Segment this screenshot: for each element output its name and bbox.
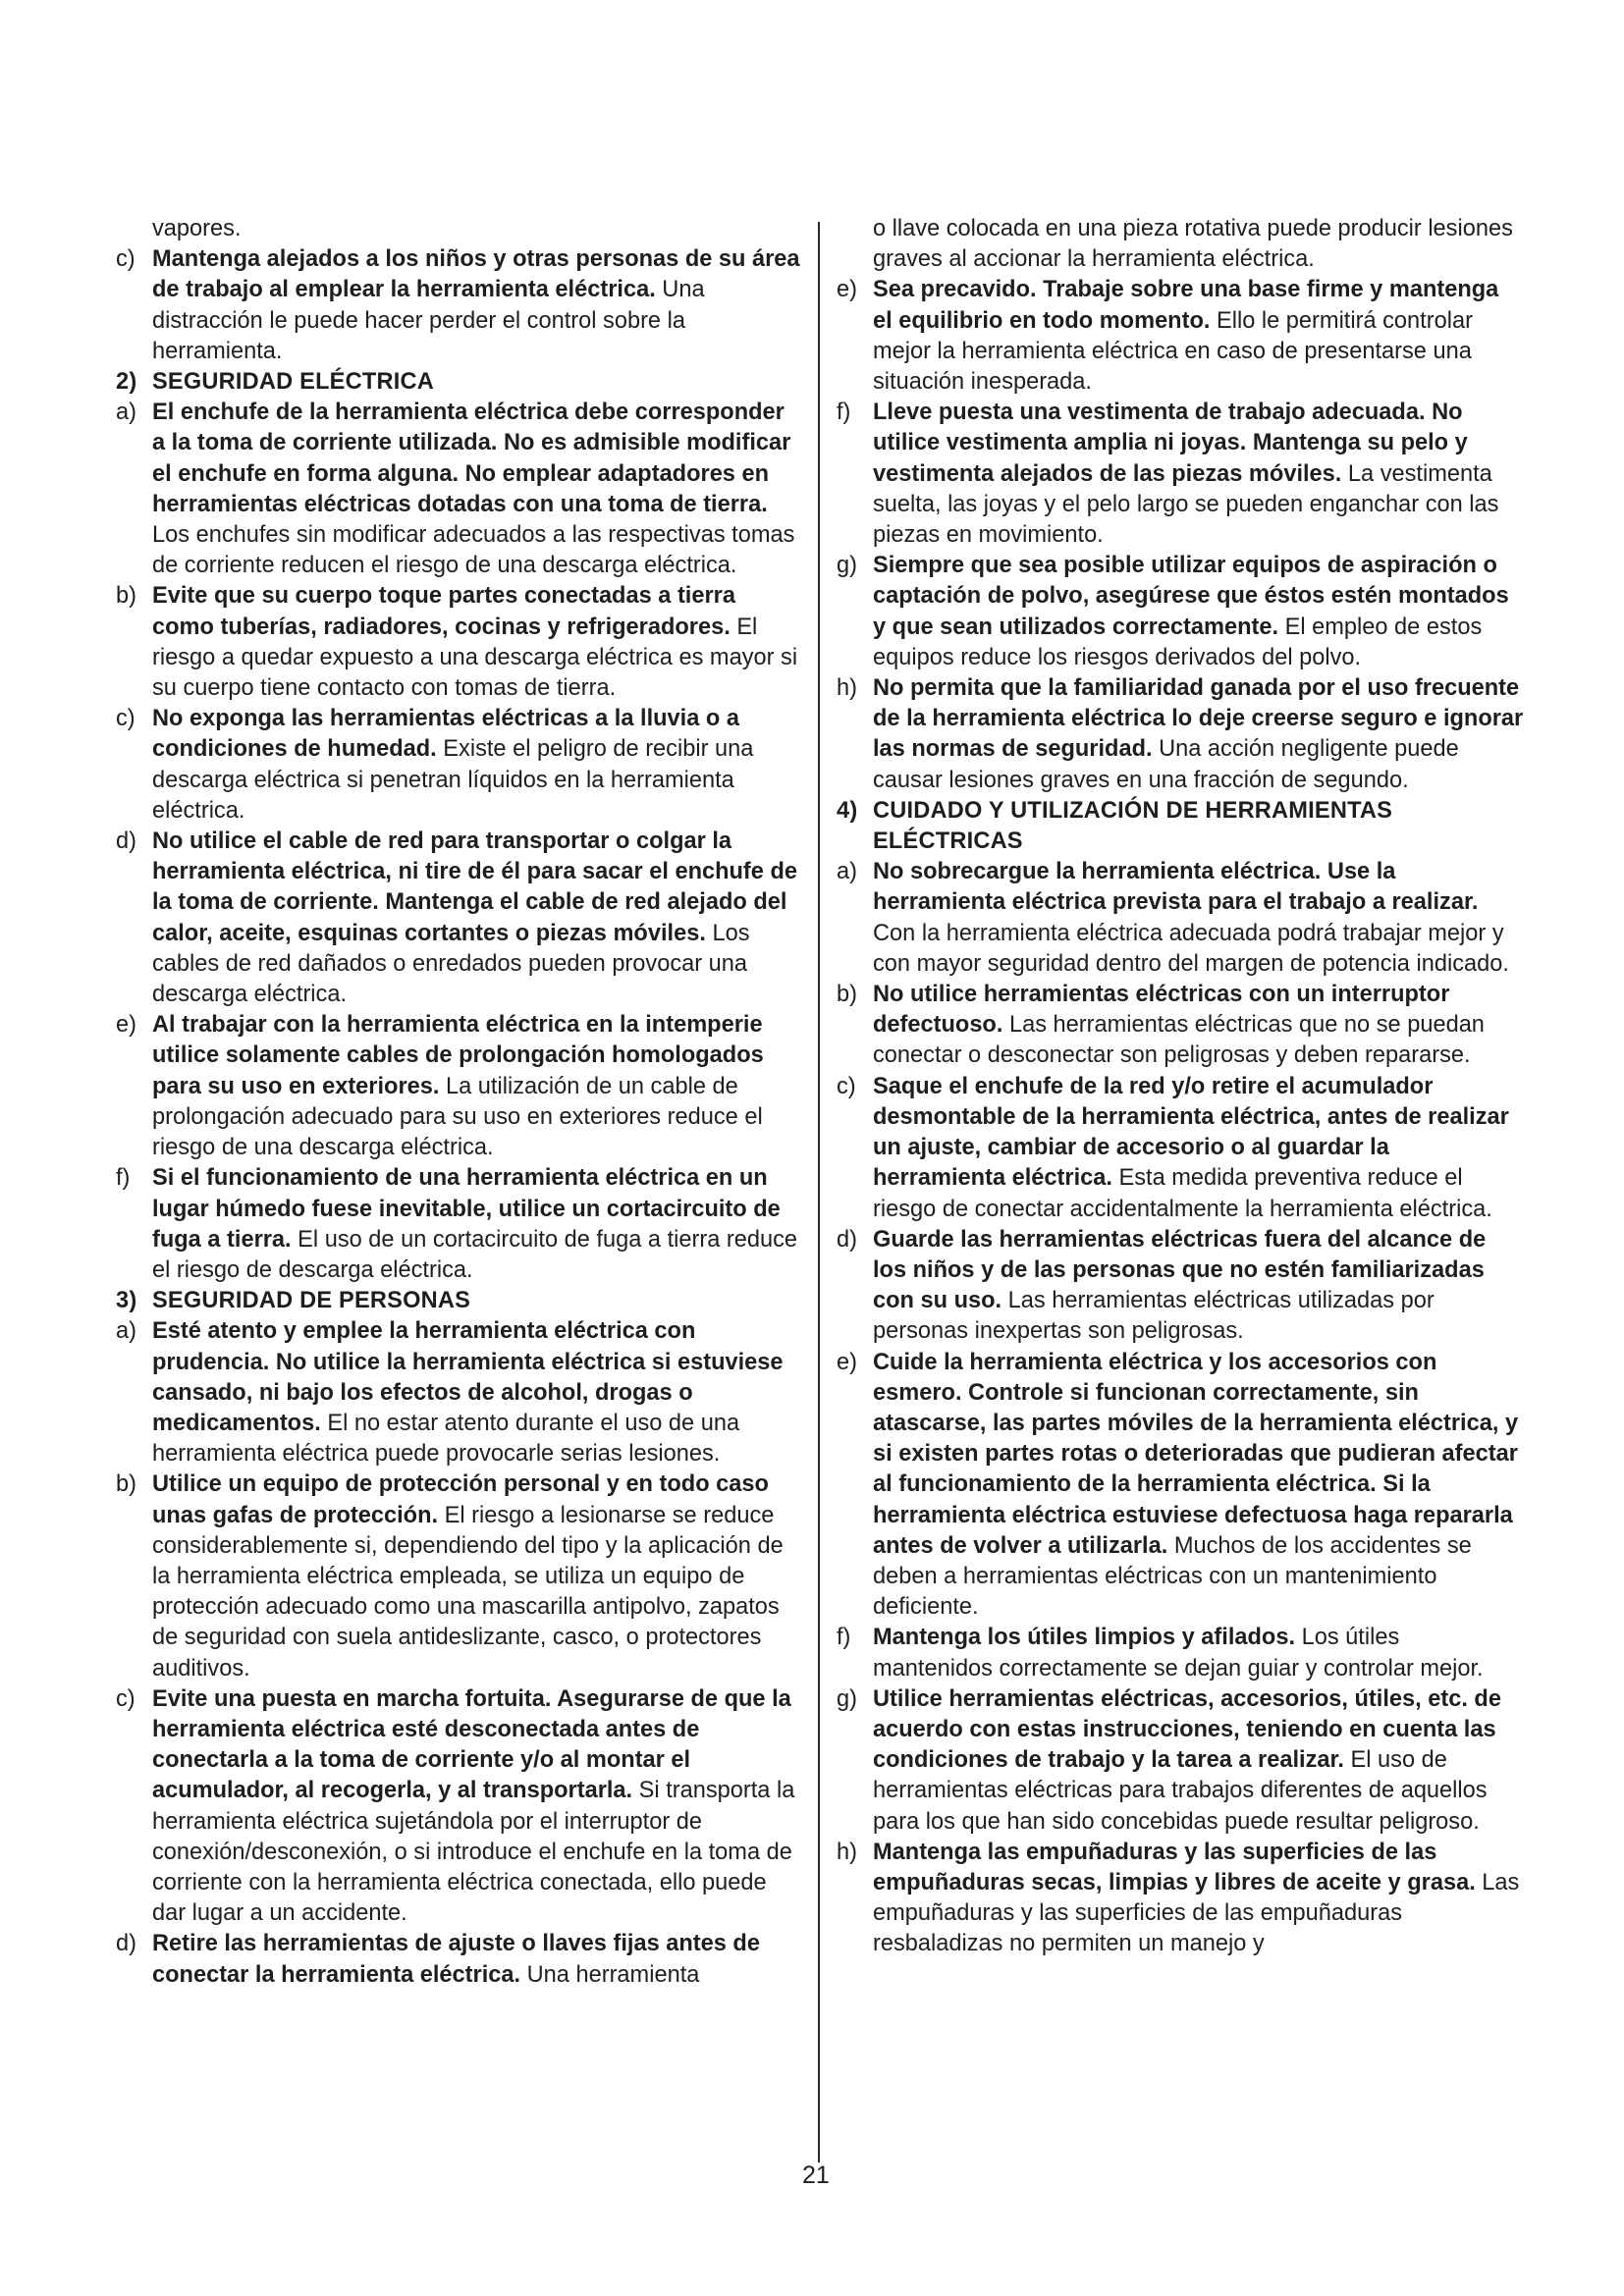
list-item <box>837 1684 1524 1838</box>
item-bold-text: No utilice el cable de red para transportar o colgar la herramienta eléctrica, ni tire de él para sacar el enchufe de la toma de corriente. Mantenga el cable de red alejado del calor, aceite, esquinas cortantes o piezas móviles. <box>152 828 797 946</box>
page-number: 21 <box>802 2162 830 2189</box>
item-text: Esta medida preventiva reduce el riesgo de conectar accidentalmente la herramienta eléctrica. <box>873 1165 1492 1222</box>
list-item <box>116 1929 803 1990</box>
item-bold-text: No permita que la familiaridad ganada por el uso frecuente de la herramienta eléctrica lo deje creerse seguro e ignorar las normas de seguridad. <box>873 675 1524 763</box>
item-label: c) <box>116 706 135 732</box>
list-item <box>116 1010 803 1163</box>
list-item <box>116 581 803 704</box>
list-item <box>837 1838 1524 1960</box>
item-body <box>873 1348 1524 1624</box>
item-bold-text: Al trabajar con la herramienta eléctrica en la intemperie utilice solamente cables de prolongación homologados para su uso en exteriores. <box>152 1012 764 1099</box>
item-body <box>152 704 803 827</box>
item-text: Una distracción le puede hacer perder el control sobre la herramienta. <box>152 277 705 364</box>
column-divider <box>818 222 820 2163</box>
item-bold-text: Evite una puesta en marcha fortuita. Asegurarse de que la herramienta eléctrica esté desconectada antes de conectarla a la toma de corriente y/o al montar el acumulador, al recogerla, y al transportarla. <box>152 1685 791 1804</box>
list-item <box>116 827 803 1010</box>
list-item <box>116 1469 803 1683</box>
item-bold-text: Esté atento y emplee la herramienta eléctrica con prudencia. No utilice la herramienta eléctrica si estuviese cansado, ni bajo los efectos de alcohol, drogas o medicamentos. <box>152 1318 784 1436</box>
item-bold-text: Mantenga las empuñaduras y las superficies de las empuñaduras secas, limpias y libres de aceite y grasa. <box>873 1839 1476 1896</box>
section-number: 4) <box>837 797 858 824</box>
item-bold-text: No exponga las herramientas eléctricas a la lluvia o a condiciones de humedad. <box>152 706 739 763</box>
item-text: Los cables de red dañados o enredados pueden provocar una descarga eléctrica. <box>152 920 750 1008</box>
item-body <box>873 673 1524 796</box>
left-column <box>116 214 803 1991</box>
list-item <box>837 275 1524 398</box>
item-label: a) <box>116 400 136 426</box>
item-label: b) <box>116 583 136 610</box>
item-text: Si transporta la herramienta eléctrica sujetándola por el interruptor de conexión/desconexión, o si introduce el enchufe en la toma de corriente con la herramienta eléctrica conectada, ello puede dar lugar a un accidente. <box>152 1778 795 1927</box>
item-text: Ello le permitirá controlar mejor la herramienta eléctrica en caso de presentarse una situación inesperada. <box>873 307 1473 396</box>
item-label: c) <box>116 1685 135 1712</box>
item-text: Los útiles mantenidos correctamente se dejan guiar y controlar mejor. <box>873 1625 1484 1682</box>
item-text: El riesgo a lesionarse se reduce considerablemente si, dependiendo del tipo y la aplicación de la herramienta eléctrica empleada, se utiliza un equipo de protección adecuado como una mascarilla antipolvo, zapatos de seguridad con suela antideslizante, casco, o protectores auditivos. <box>152 1502 784 1682</box>
list-item <box>837 980 1524 1072</box>
section-heading-electrical-safety <box>116 367 803 398</box>
item-text: El no estar atento durante el uso de una herramienta eléctrica puede provocarle serias lesiones. <box>152 1410 740 1468</box>
section-title: SEGURIDAD DE PERSONAS <box>152 1288 471 1314</box>
item-body <box>873 551 1524 673</box>
list-item <box>116 398 803 581</box>
section-title: SEGURIDAD ELÉCTRICA <box>152 369 434 396</box>
item-text: Las herramientas eléctricas que no se puedan conectar o desconectar son peligrosas y deben repararse. <box>873 1012 1485 1069</box>
item-text: Existe el peligro de recibir una descarga eléctrica si penetran líquidos en la herramienta eléctrica. <box>152 736 754 824</box>
item-label: g) <box>837 1685 857 1712</box>
section-number: 3) <box>116 1288 137 1314</box>
item-body <box>152 398 803 581</box>
item-text: Las herramientas eléctricas utilizadas por personas inexpertas son peligrosas. <box>873 1288 1435 1345</box>
item-body <box>152 581 803 704</box>
item-body <box>873 980 1524 1072</box>
item-body <box>873 857 1524 980</box>
list-item <box>116 1684 803 1930</box>
item-bold-text: Retire las herramientas de ajuste o llaves fijas antes de conectar la herramienta eléctrica. <box>152 1931 760 1988</box>
item-bold-text: Evite que su cuerpo toque partes conectadas a tierra como tuberías, radiadores, cocinas y refrigeradores. <box>152 583 735 640</box>
item-bold-text: No utilice herramientas eléctricas con un interruptor defectuoso. <box>873 982 1450 1039</box>
item-body <box>152 1316 803 1469</box>
list-item <box>116 244 803 367</box>
item-bold-text: Saque el enchufe de la red y/o retire el acumulador desmontable de la herramienta eléctrica, antes de realizar un ajuste, cambiar de accesorio o al guardar la herramienta eléctrica. <box>873 1073 1509 1192</box>
item-body <box>152 244 803 367</box>
item-body <box>152 1469 803 1683</box>
item-text: Una acción negligente puede causar lesiones graves en una fracción de segundo. <box>873 736 1459 793</box>
item-bold-text: No sobrecargue la herramienta eléctrica. Use la herramienta eléctrica prevista para el trabajo a realizar. <box>873 859 1479 916</box>
item-text: El empleo de estos equipos reduce los riesgos derivados del polvo. <box>873 614 1483 670</box>
list-item <box>116 1316 803 1469</box>
section-number: 2) <box>116 369 137 396</box>
item-label: g) <box>837 553 857 579</box>
item-label: e) <box>116 1012 136 1039</box>
item-text: Una herramienta <box>520 1961 700 1988</box>
item-text: El riesgo a quedar expuesto a una descarga eléctrica es mayor si su cuerpo tiene contacto con tomas de tierra. <box>152 614 798 702</box>
continued-text: vapores. <box>152 216 242 241</box>
item-text: La vestimenta suelta, las joyas y el pelo largo se pueden enganchar con las piezas en movimiento. <box>873 460 1499 549</box>
item-body <box>873 1684 1524 1838</box>
item-bold-text: Lleve puesta una vestimenta de trabajo adecuada. No utilice vestimenta amplia ni joyas. Mantenga su pelo y vestimenta alejados de las piezas móviles. <box>873 400 1468 487</box>
item-body <box>873 1838 1524 1960</box>
item-body <box>873 275 1524 398</box>
item-text: Las empuñaduras y las superficies de las empuñaduras resbaladizas no permiten un manejo y <box>873 1869 1520 1957</box>
item-label: f) <box>837 1625 851 1651</box>
item-body <box>873 398 1524 551</box>
item-bold-text: Guarde las herramientas eléctricas fuera del alcance de los niños y de las personas que no estén familiarizadas con su uso. <box>873 1226 1487 1314</box>
item-label: f) <box>837 400 851 426</box>
section-heading-tool-care <box>837 796 1524 857</box>
list-item <box>837 1623 1524 1683</box>
item-label: h) <box>837 675 857 702</box>
list-item <box>837 551 1524 673</box>
item-label: h) <box>837 1839 857 1865</box>
list-item <box>116 704 803 827</box>
item-text: La utilización de un cable de prolongación adecuado para su uso en exteriores reduce el riesgo de una descarga eléctrica. <box>152 1073 763 1161</box>
item-label: d) <box>116 1931 136 1957</box>
list-item <box>837 1348 1524 1624</box>
continued-text: o llave colocada en una pieza rotativa puede producir lesiones graves al accionar la herramienta eléctrica. <box>873 216 1513 273</box>
item-body <box>152 1010 803 1163</box>
item-label: f) <box>116 1165 131 1192</box>
item-body <box>152 1684 803 1930</box>
item-body <box>152 1929 803 1990</box>
item-text: El uso de herramientas eléctricas para trabajos diferentes de aquellos para los que han sido concebidas puede resultar peligroso. <box>873 1747 1488 1835</box>
item-label: e) <box>837 277 857 303</box>
item-label: a) <box>116 1318 136 1345</box>
item-label: b) <box>837 982 857 1008</box>
item-text: Con la herramienta eléctrica adecuada podrá trabajar mejor y con mayor seguridad dentro del margen de potencia indicado. <box>873 920 1509 977</box>
list-item <box>837 1072 1524 1225</box>
item-bold-text: Siempre que sea posible utilizar equipos de aspiración o captación de polvo, asegúrese que éstos estén montados y que sean utilizados correctamente. <box>873 553 1509 640</box>
item-text: Los enchufes sin modificar adecuados a las respectivas tomas de corriente reducen el riesgo de una descarga eléctrica. <box>152 522 795 579</box>
item-bold-text: Utilice herramientas eléctricas, accesorios, útiles, etc. de acuerdo con estas instrucciones, teniendo en cuenta las condiciones de trabajo y la tarea a realizar. <box>873 1685 1501 1774</box>
item-bold-text: Mantenga los útiles limpios y afilados. <box>873 1625 1296 1651</box>
item-bold-text: El enchufe de la herramienta eléctrica debe corresponder a la toma de corriente utilizada. No es admisible modificar el enchufe en forma alguna. No emplear adaptadores en herramientas eléctricas dotadas con una toma de tierra. <box>152 400 791 517</box>
item-label: a) <box>837 859 857 885</box>
list-item <box>837 1225 1524 1348</box>
item-body <box>873 1623 1524 1683</box>
item-bold-text: Utilice un equipo de protección personal y en todo caso unas gafas de protección. <box>152 1471 769 1528</box>
item-body <box>873 1072 1524 1225</box>
item-label: d) <box>116 828 136 855</box>
section-heading-personal-safety <box>116 1286 803 1316</box>
list-item <box>837 673 1524 796</box>
item-label: b) <box>116 1471 136 1498</box>
section-title: CUIDADO Y UTILIZACIÓN DE HERRAMIENTAS ELÉCTRICAS <box>873 797 1393 855</box>
list-item <box>837 398 1524 551</box>
item-bold-text: Si el funcionamiento de una herramienta eléctrica en un lugar húmedo fuese inevitable, utilice un cortacircuito de fuga a tierra. <box>152 1165 781 1253</box>
item-text: El uso de un cortacircuito de fuga a tierra reduce el riesgo de descarga eléctrica. <box>152 1226 798 1283</box>
item-label: c) <box>116 246 135 273</box>
item-label: e) <box>837 1349 857 1375</box>
list-item <box>837 857 1524 980</box>
item-text: Muchos de los accidentes se deben a herramientas eléctricas con un mantenimiento deficiente. <box>873 1532 1472 1621</box>
item-body <box>152 1163 803 1286</box>
item-label: d) <box>837 1226 857 1253</box>
item-bold-text: Cuide la herramienta eléctrica y los accesorios con esmero. Controle si funcionan correctamente, sin atascarse, las partes móviles de la herramienta eléctrica, y si existen partes rotas o deterioradas que pudieran afectar al funcionamiento de la herramienta eléctrica. Si la herramienta eléctrica estuviese defectuosa haga repararla antes de volver a utilizarla. <box>873 1349 1519 1559</box>
item-label: c) <box>837 1073 856 1099</box>
item-bold-text: Sea precavido. Trabaje sobre una base firme y mantenga el equilibrio en todo momento. <box>873 277 1499 334</box>
item-body <box>152 827 803 1010</box>
right-column <box>837 214 1524 1960</box>
item-body <box>873 1225 1524 1348</box>
item-bold-text: Mantenga alejados a los niños y otras personas de su área de trabajo al emplear la herramienta eléctrica. <box>152 246 800 303</box>
list-item <box>116 1163 803 1286</box>
